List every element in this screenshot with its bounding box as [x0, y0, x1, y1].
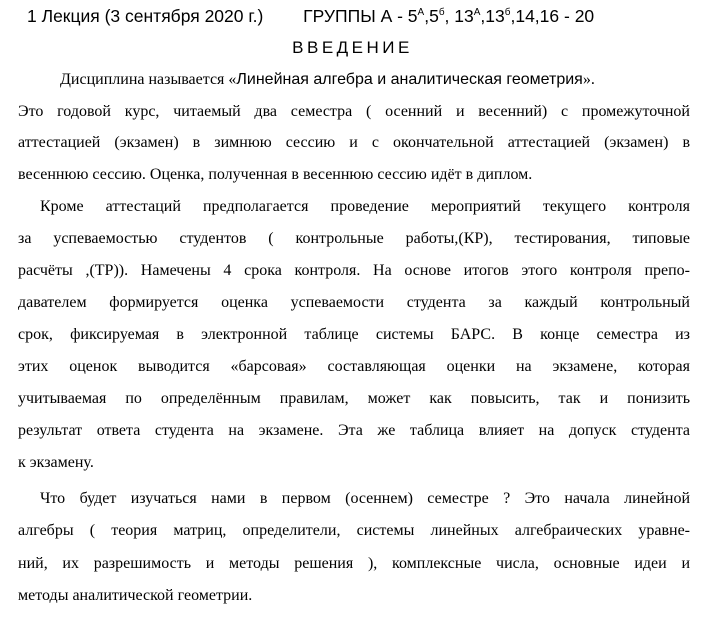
paragraph-line: методы аналитической геометрии.	[18, 587, 253, 604]
group-superscript: б	[504, 7, 511, 18]
paragraph-line	[60, 71, 595, 89]
text-run: Дисциплина называется «	[60, 71, 237, 88]
group-superscript: А	[417, 7, 425, 18]
groups-part: ,5	[424, 6, 439, 26]
paragraph-line: к экзамену.	[18, 454, 94, 471]
lecture-header	[27, 6, 697, 27]
paragraph-line: результат ответа студента на экзамене. Эта же таблица влияет на допуск студента	[18, 422, 690, 439]
paragraph-line: Что будет изучаться нами в первом (осеннем) семестре ? Это начала линейной	[40, 490, 690, 507]
paragraph-line: ний, их разрешимость и методы решения ), комплексные числа, основные идеи и	[18, 555, 690, 572]
course-name: Линейная алгебра и аналитическая геометрия	[236, 71, 583, 88]
groups-part: ,14,16 - 20	[510, 6, 595, 26]
paragraph-line: Это годовой курс, читаемый два семестра ( осенний и весенний) с промежуточной	[18, 103, 690, 120]
page-title: ВВЕДЕНИЕ	[292, 38, 413, 57]
paragraph-line: учитываемая по определённым правилам, может как повысить, так и понизить	[18, 390, 690, 407]
paragraph-line: расчёты ,(ТР)). Намечены 4 срока контроля. На основе итогов этого контроля препо-	[18, 262, 690, 279]
group-superscript: А	[473, 7, 481, 18]
group-superscript: б	[438, 7, 445, 18]
paragraph-line: весеннюю сессию. Оценка, полученная в весеннюю сессию идёт в диплом.	[18, 166, 533, 183]
paragraph-line: этих оценок выводится «барсовая» составляющая оценки на экзамене, которая	[18, 358, 690, 375]
paragraph-line: срок, фиксируемая в электронной таблице системы БАРС. В конце семестра из	[18, 326, 690, 343]
paragraph-line: за успеваемостью студентов ( контрольные работы,(КР), тестирования, типовые	[18, 230, 690, 247]
paragraph-line: алгебры ( теория матриц, определители, системы линейных алгебраических уравне-	[18, 522, 690, 539]
paragraph-line: давателем формируется оценка успеваемости студента за каждый контрольный	[18, 294, 690, 311]
groups-part: , 13	[444, 6, 474, 26]
groups-prefix: ГРУППЫ А - 5	[303, 6, 418, 26]
groups-label	[303, 6, 594, 27]
lecture-label: 1 Лекция (3 сентября 2020 г.)	[27, 6, 264, 26]
groups-part: ,13	[480, 6, 505, 26]
paragraph-line: Кроме аттестаций предполагается проведение мероприятий текущего контроля	[40, 198, 690, 215]
paragraph-line: аттестацией (экзамен) в зимнюю сессию и с окончательной аттестацией (экзамен) в	[18, 134, 690, 151]
text-run: ».	[582, 71, 595, 88]
